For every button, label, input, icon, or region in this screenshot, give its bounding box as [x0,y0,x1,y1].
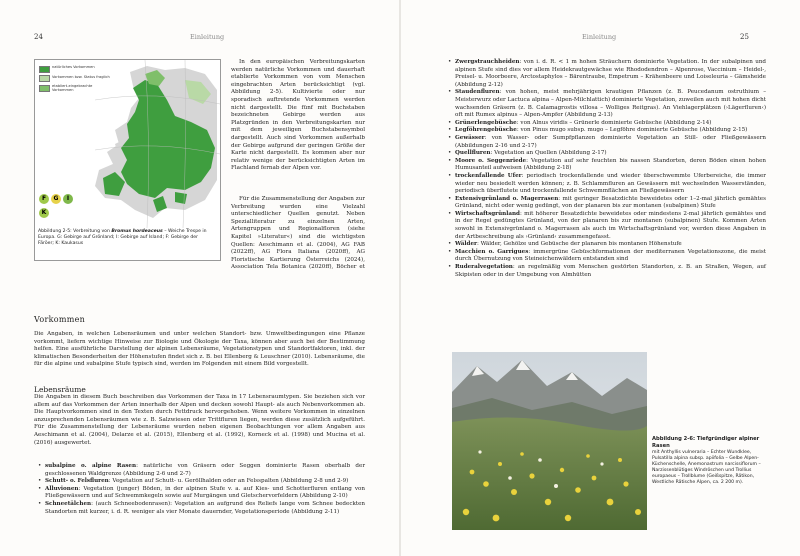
legend-item [39,75,111,83]
photo-caption [652,436,764,486]
list-item-term: Gewässer [455,134,485,141]
circle-i: I [63,194,73,204]
list-item-text: : (auch Schneebodenrasen): Vegetation an aufgrund des Reliefs lange vom Schnee bedeckten Standorten mit kurzer, i. d. R. weniger als vier Monate dauernder, Vegetationsperiode (Abbildung 2-11) [45,500,365,515]
list-item-term: Moore o. Seggenriede [455,157,527,164]
subsection-heading: Lebensräume [34,385,86,394]
list-item-text: : mit geringer Besatzdichte beweidetes oder 1–2-mal jährlich gemähtes Grünland, nicht oder wenig gedüngt, von der planaren bis zur montanen (subalpinen) Stufe [455,195,766,210]
map-legend [39,65,111,94]
running-head-right: Einleitung [582,33,617,41]
list-item-term: subalpine o. alpine Rasen [45,463,137,469]
list-item-term: Schutt- o. Felsfluren [45,478,109,485]
legend-item [39,65,111,73]
list-item [38,501,365,516]
list-item-text: : Vegetation (junger) Böden, in der alpinen Stufe v. a. auf Kies- und Schotterfluren entlang von Fließgewässern und auf Schwemmkegeln sowie auf Murgängen und Gletschervorfeldern (Abbildung 2-10) [45,485,365,500]
list-item-text: : von Alnus viridis – Grünerle dominierte Gebüsche (Abbildung 2-14) [516,119,712,126]
subsection-paragraph: Die Angaben in diesem Buch beschreiben das Vorkommen der Taxa in 17 Lebensraumtypen. Sie beziehen sich vor allem auf das Vorkommen der Arten innerhalb der Alpen und decken sowohl Haupt- als auch Nebenvorkommen ab. Die Hauptvorkommen sind in den Texten durch Fettdruck hervorgehoben. Wenn weitere Vorkommen in einzelnen anzusprechenden Lebensräumen wie z. B. Salzwiesen oder Trittfluren liegen, werden diese zusätzlich aufgeführt. Für die Zusammenstellung der Lebensräume wurden neben eigenen Beobachtungen vor allem Angaben aus Aeschimann et al. (2004), Delarze et al. (2015), Ellenberg et al. (1992), Korneck et al. (1998) und Mucina et al. (2016) ausgewertet. [34,394,365,446]
list-item [38,486,365,501]
intro-paragraph: In den europäischen Verbreitungskarten werden natürliche Vorkommen und dauerhaft etablierte Vorkommen von vom Menschen eingebrachten Arten berücksichtigt (vgl. Abbildung 2-5). Kultivierte oder nur sporadisch auftretende Vorkommen werden nicht dargestellt. Die fünf mit Buchstaben bezeichneten Gebirge werden aus Platzgründen in den Verbreitungskarten nur mit dem jeweiligen Buchstabensymbol dargestellt. Auch sind Vorkommen außerhalb der Gebirge aufgrund der geringen Größe der Karte nicht dargestellt. Es kommen aber nur relativ wenige der berücksichtigten Arten im Flachland fernab der Alpen vor. [231,59,365,172]
list-item [38,463,365,478]
subsection-text [34,394,365,447]
circle-k: K [39,208,49,218]
list-item [448,241,766,249]
legend-swatch-introduced [39,85,50,92]
list-item [448,89,766,119]
section-text [34,331,365,369]
habitat-list-right [448,59,766,279]
list-item-term: Schneetälchen [45,500,92,507]
list-item-text: : von i. d. R. < 1 m hohen Sträuchern dominierte Vegetation. In der subalpinen und alpinen Stufe sind dies vor allem Heidekrautgewächse wie Rhododendron – Alpenrose, Vaccinium – Heidel-, Preisel- u. Moorbeere, Arctostaphylos – Bärentraube, Empetrum – Krähenbeere und Loiseleuria – Gämsheide (Abbildung 2-12) [455,59,766,88]
list-item [448,196,766,211]
intro-column [231,59,365,173]
mountain-circles [39,194,75,222]
list-item-text: : an regelmäßig vom Menschen gestörten Standorten, z. B. an Straßen, Wegen, auf Skipisten oder in der Umgebung von Almhütten [455,264,766,278]
page-number-right: 25 [740,33,749,41]
list-item [448,173,766,196]
legend-label: etabliert-eingebrachte Vorkommen [52,84,93,93]
photo-caption-body: mit Anthyllis vulneraria – Echter Wundklee, Pulsatilla alpina subsp. apiifolia – Gelbe Alpen-Küchenschelle, Anemonastrum narcissiflorum – Narzissenblütiges Windröschen und Trollius europaeus – Trollblume (Geißspitze, Rätikon, Westliche Rätische Alpen, ca. 2 200 m). [652,450,761,485]
list-item-text: : von Wasser- oder Sumpfpflanzen dominierte Vegetation an Still- oder Fließgewässern (Abbildungen 2-16 und 2-17) [455,134,766,149]
list-item [448,135,766,150]
list-item-term: Zwergstrauchheiden [455,59,520,65]
list-item-term: Staudenfluren [455,89,500,96]
list-item-text: : von hohen, meist mehrjährigen krautigen Pflanzen (z. B. Peucedanum ostruthium – Meisterwurz oder Lactuca alpina – Alpen-Milchlattich) dominierte Vegetation, zuweilen auch mit hohen dicht wachsenden Gräsern (z. B. Calamagrostis villosa – Wolliges Reitgras). An Viehlagerplätzen (›Lägerfluren‹) oft mit Rumex alpinus – Alpen-Ampfer (Abbildung 2-13) [455,89,766,119]
list-item-text: : periodisch trockenfallende und wieder überschwemmte Uferbereiche, die immer wieder neu besiedelt werden können; z. B. Schlammfluren an Gewässern mit wechselnden Wasserständen, periodisch überflutete und trockenfallende Schwemmflächen an Fließgewässern [455,172,766,195]
legend-swatch-natural [39,66,50,73]
list-item-term: Grünerlengebüsche [455,119,517,126]
circle-f: F [39,194,49,204]
sources-column [231,196,365,270]
map-caption [38,229,214,247]
caption-species: Bromus hordeaceus [111,229,163,234]
list-item-text: : immergrüne Gebüschformationen der mediterranen Vegetationszone, die meist durch Übernutzung von Steineichenwäldern entstanden sind [455,248,766,263]
list-item-term: Macchien o. Garrigues [455,248,529,255]
page-number-left: 24 [34,33,43,41]
list-item [448,249,766,264]
legend-swatch-uncertain [39,75,50,82]
list-item [448,150,766,158]
sources-paragraph-start: Für die Zusammenstellung der Angaben zur Verbreitung wurden eine Vielzahl unterschiedlicher Quellen genutzt. Neben Spezialliteratur zu einzelnen Arten, Artengruppen und Regionalfloren (siehe Kapitel »Literatur«) sind die wichtigsten Quellen: Aeschimann et al. (2004), AG FAB (2022ff), AG Flora Italiana (2020ff), AG Floristische Kartierung Österreichs (2024), Association Tela Botanica (2020ff), Böcher et [231,196,365,270]
section-heading: Vorkommen [34,315,86,324]
list-item [448,158,766,173]
list-item-text: : von Pinus mugo subsp. mugo – Legföhre dominierte Gebüsche (Abbildung 2-15) [516,127,748,134]
list-item-term: Ruderalvegetation [455,264,513,271]
alpine-meadow-photo [452,352,647,530]
photo-illustration [452,352,647,530]
legend-item [39,84,111,92]
list-item [448,59,766,89]
list-item-text: : mit höherer Besatzdichte beweidetes oder mindestens 2-mal jährlich gemähtes und in der Regel gedüngtes Grünland, von der planaren bis zur montanen (subalpinen) Stufe. Kommen Arten sowohl in Extensivgrünland o. Magerrasen als auch im Wirtschaftsgrünland vor, werden diese Angaben in der Artbeschreibung als ›Grünland‹ zusammengefasst. [455,210,766,240]
list-item-text: : Vegetation an Quellen (Abbildung 2-17) [490,150,607,157]
list-item-text: : Vegetation auf sehr feuchten bis nassen Standorten, deren Böden einen hohen Humusanteil aufweisen (Abbildung 2-18) [455,157,766,172]
list-item [448,127,766,135]
running-head-left: Einleitung [190,33,225,41]
list-item-term: Wälder [455,241,477,248]
habitat-list-left [38,463,365,516]
legend-label: Vorkommen bzw. Status fraglich [52,74,110,79]
list-item-text: : Wälder, Gehölze und Gebüsche der planaren bis montanen Höhenstufe [476,241,682,248]
distribution-map-figure [34,59,221,261]
list-item-term: Quellfluren [455,150,491,157]
photo-caption-title: Abbildung 2-6: Tiefgründiger alpiner Rasen [652,436,760,449]
list-item [448,211,766,241]
right-page [400,0,800,556]
sources-full-width [34,263,365,309]
circle-g: G [51,194,61,204]
list-item-term: trockenfallende Ufer [455,172,522,179]
list-item-term: Legföhrengebüsche [455,127,517,134]
caption-prefix: Abbildung 2-5: Verbreitung von [38,229,112,234]
legend-label: natürliches Vorkommen [52,65,95,69]
list-item-term: Extensivgrünland o. Magerrasen [455,195,559,202]
list-item-text: : Vegetation auf Schutt- u. Geröllhalden oder an Felsspalten (Abbildung 2-8 und 2-9) [108,478,349,485]
list-item [38,478,365,486]
list-item [448,264,766,279]
list-item-term: Alluvionen [45,485,79,492]
list-item-text: : natürliche von Gräsern oder Seggen dominierte Rasen oberhalb der geschlossenen Waldgrenze (Abbildung 2-6 und 2-7) [45,463,365,477]
section-paragraph: Die Angaben, in welchen Lebensräumen und unter welchen Standort- bzw. Umweltbedingungen eine Pflanze vorkommt, liefern wichtige Hinweise zur Biologie und Ökologie der Taxa, können aber auch bei der Bestimmung helfen. Eine ausführliche Darstellung der alpinen Lebensräume, Vegetationstypen und Standortfaktoren, inkl. der klimatischen Besonderheiten der Höhenstufen findet sich z. B. bei Ellenberg & Leuschner (2010). Lebensräume, die für die alpine und subalpine Stufe typisch sind, werden im Folgenden mit einem Bild vorgestellt. [34,331,365,368]
list-item-term: Wirtschaftsgrünland [455,210,520,217]
caption-rest: – Weiche Trespe in Europa. G: Gebirge auf Grönland; I: Gebirge auf Island; F: Gebirge der Färöer; K: Kaukasus [38,229,207,246]
